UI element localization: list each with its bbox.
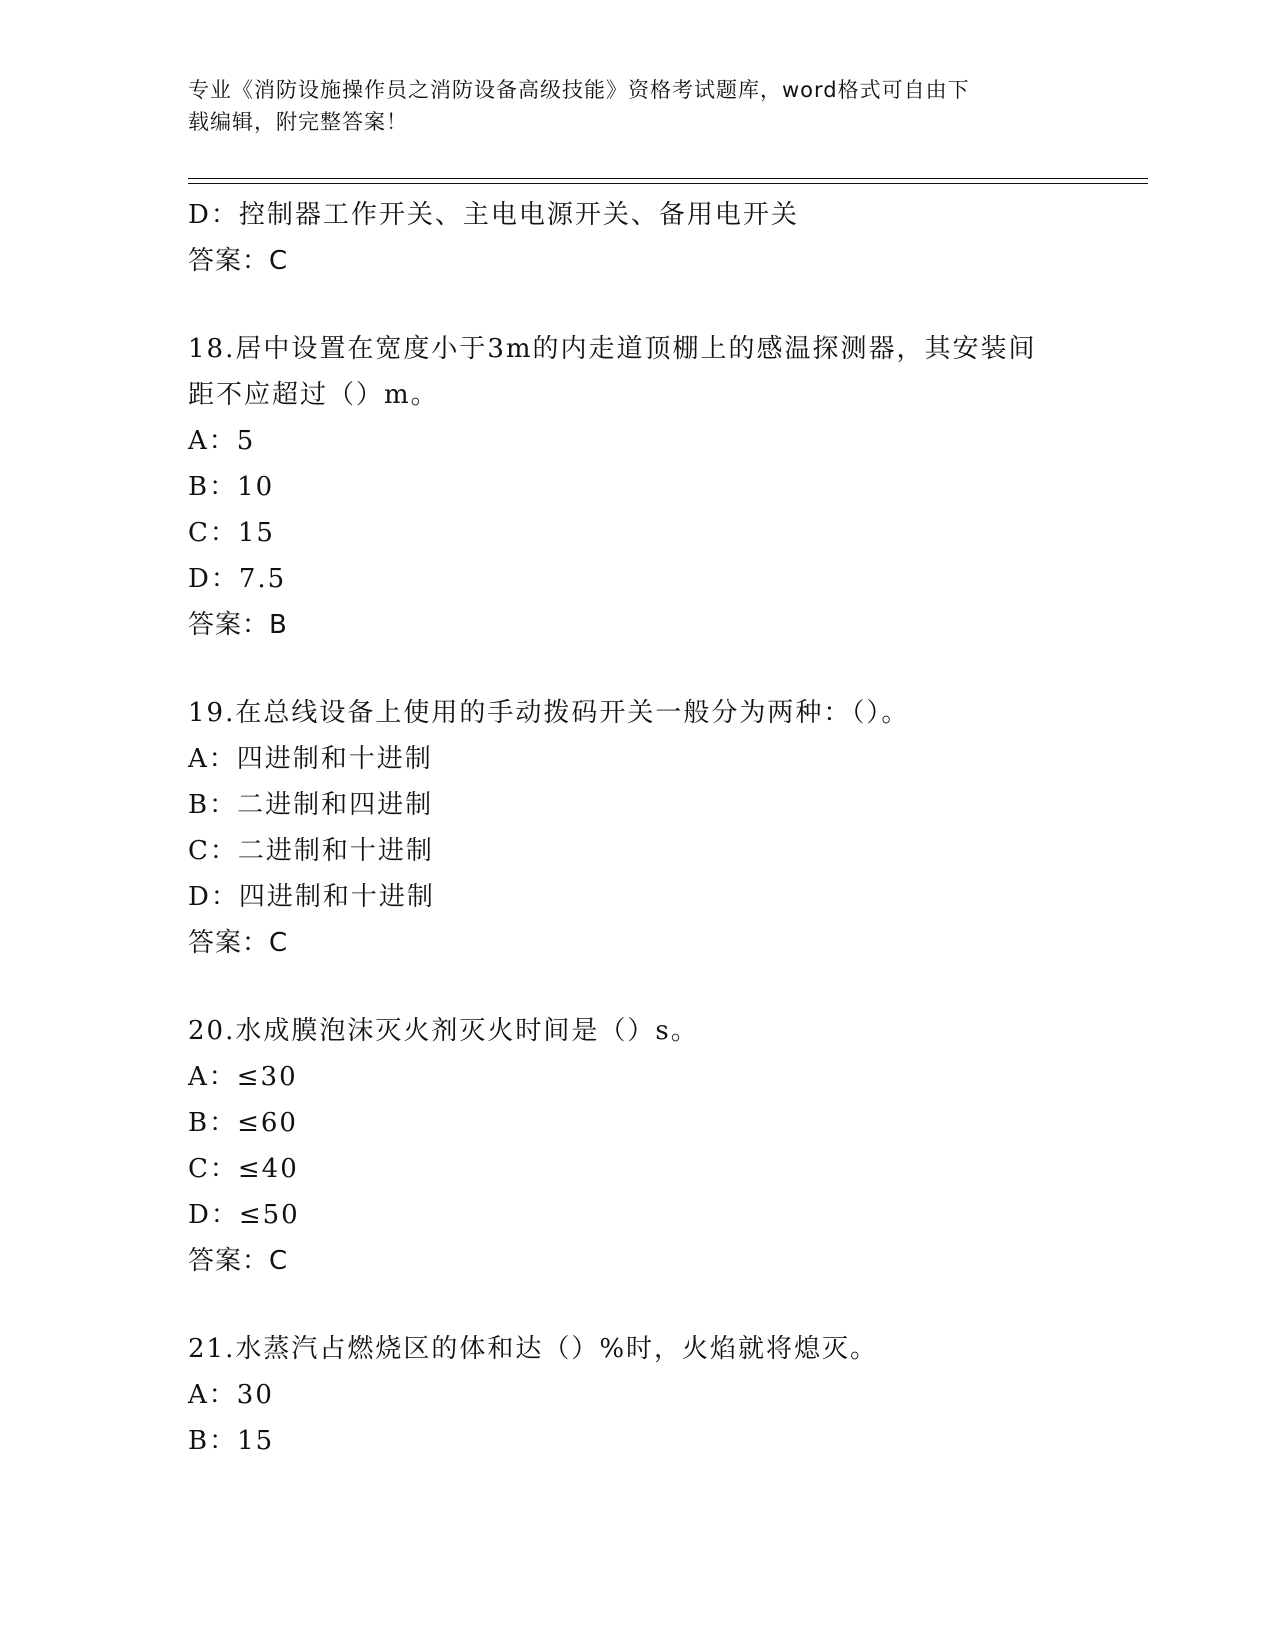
option-a: A：四进制和十进制 <box>188 744 433 774</box>
header-line-2: 载编辑，附完整答案！ <box>188 110 408 134</box>
option-d: D：控制器工作开关、主电电源开关、备用电开关 <box>188 200 799 230</box>
question-18 <box>188 326 1148 648</box>
question-list <box>188 192 1148 1464</box>
question-17-tail <box>188 192 1148 284</box>
option-c: C：≤40 <box>188 1154 299 1184</box>
option-d: D：≤50 <box>188 1200 300 1230</box>
option-b: B：10 <box>188 472 275 502</box>
question-text: 19.在总线设备上使用的手动拨码开关一般分为两种：（）。 <box>188 698 910 728</box>
header-divider-bottom <box>188 183 1148 184</box>
question-text-continued: 距不应超过（）m。 <box>188 380 439 410</box>
answer-line: 答案：C <box>188 1246 289 1276</box>
question-20 <box>188 1008 1148 1284</box>
option-a: A：≤30 <box>188 1062 298 1092</box>
answer-line: 答案：B <box>188 610 288 640</box>
option-b: B：15 <box>188 1426 275 1456</box>
option-c: C：二进制和十进制 <box>188 836 434 866</box>
question-text: 21.水蒸汽占燃烧区的体和达（）%时，火焰就将熄灭。 <box>188 1334 879 1364</box>
option-b: B：≤60 <box>188 1108 298 1138</box>
question-19 <box>188 690 1148 966</box>
header-divider-top <box>188 178 1148 179</box>
option-d: D：7.5 <box>188 564 287 594</box>
question-21 <box>188 1326 1148 1464</box>
option-d: D：四进制和十进制 <box>188 882 435 912</box>
option-a: A：5 <box>188 426 256 456</box>
document-header <box>188 74 1088 138</box>
question-text: 20.水成膜泡沫灭火剂灭火时间是（）s。 <box>188 1016 699 1046</box>
question-text: 18.居中设置在宽度小于3m的内走道顶棚上的感温探测器，其安装间 <box>188 334 1037 364</box>
answer-line: 答案：C <box>188 928 289 958</box>
option-b: B：二进制和四进制 <box>188 790 434 820</box>
option-c: C：15 <box>188 518 275 548</box>
option-a: A：30 <box>188 1380 274 1410</box>
header-line-1: 专业《消防设施操作员之消防设备高级技能》资格考试题库，word格式可自由下 <box>188 78 970 102</box>
answer-line: 答案：C <box>188 246 289 276</box>
